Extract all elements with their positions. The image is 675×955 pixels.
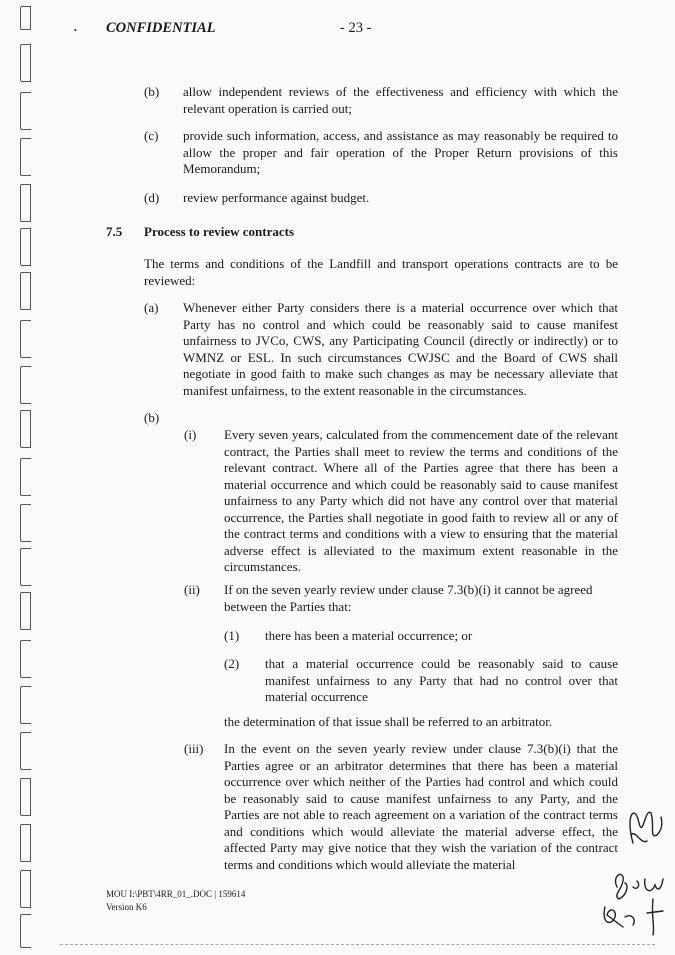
binder-ring: [20, 410, 31, 448]
binder-ring: [20, 914, 31, 948]
subsubpara-1-text: there has been a material occurrence; or: [265, 628, 473, 643]
binder-ring: [20, 778, 31, 816]
binder-ring: [20, 870, 31, 908]
subsubpara-label: (1): [224, 628, 240, 643]
margin-tick: •: [74, 26, 77, 35]
section-number: 7.5: [106, 224, 123, 239]
handwritten-initials: [575, 795, 670, 940]
list-label: (c): [144, 128, 159, 143]
para-label: (b): [144, 410, 160, 425]
binder-ring: [20, 548, 31, 586]
subpara-ii-text: If on the seven yearly review under clause 7.3(b)(i) it cannot be agreed between the Parties that:: [224, 582, 593, 614]
binder-ring: [20, 592, 31, 630]
binder-ring: [20, 44, 31, 82]
list-label: (b): [144, 84, 160, 99]
binder-ring: [20, 458, 31, 496]
binder-ring: [20, 640, 31, 678]
section-intro: The terms and conditions of the Landfill and transport operations contracts are to be reviewed:: [144, 256, 618, 288]
binder-ring: [20, 366, 31, 404]
subpara-label: (iii): [184, 741, 204, 756]
para-label: (a): [144, 300, 159, 315]
binder-ring: [20, 138, 31, 176]
binder-ring: [20, 732, 31, 770]
subpara-label: (ii): [184, 582, 200, 597]
binder-ring: [20, 686, 31, 724]
list-item-text: review performance against budget.: [183, 190, 370, 205]
para-a-text: Whenever either Party considers there is a material occurrence over which that Party has no control and which could be reasonably said to cause manifest unfairness to JVCo, CWS, any Participating Council (directly or indirectly) or to WMNZ or ESL. In such circumstances CWJSC and the Board of CWS shall negotiate in good faith to make such changes as may be necessary alleviate that manifest unfairness, to the extent reasonable in the circumstances.: [183, 300, 618, 398]
binder-ring-marks: [0, 0, 40, 955]
footer-version: Version K6: [106, 902, 147, 912]
binder-ring: [20, 228, 31, 266]
binder-ring: [20, 824, 31, 862]
subpara-i-text: Every seven years, calculated from the commencement date of the relevant contract, the Parties shall meet to review the terms and conditions of the relevant contract. Where all of the Parties agree that there has been a material occurrence and which could be reasonably said to cause manifest unfairness to any Party which did not have any control over that material occurrence, the Parties shall negotiate in good faith to review all or any of the contract terms and conditions with a view to ensuring that the material adverse effect is alleviated to the maximum extent reasonable in the circumstances.: [224, 427, 618, 574]
binder-ring: [20, 6, 31, 30]
footer-file-reference: MOU I:\PBT\4RR_01_.DOC | 159614: [106, 889, 246, 899]
binder-ring: [20, 272, 31, 310]
subpara-ii-tail: the determination of that issue shall be referred to an arbitrator.: [224, 714, 553, 729]
list-item-text: allow independent reviews of the effectiveness and efficiency with which the relevant operation is carried out;: [183, 84, 618, 116]
binder-ring: [20, 504, 31, 542]
subsubpara-label: (2): [224, 656, 240, 671]
subpara-label: (i): [184, 427, 197, 442]
binder-ring: [20, 92, 31, 130]
subpara-iii-text: In the event on the seven yearly review under clause 7.3(b)(i) that the Parties agree or an arbitrator determines that there has been a material occurrence over which neither of the Parties had control and which could be reasonably said to cause manifest unfairness to any Party, and the Parties are not able to reach agreement on a variation of the contract terms and conditions which would alleviate the material adverse effect, the affected Party may give notice that they wish the variation of the contract terms and conditions which would alleviate the material: [224, 741, 618, 872]
page-bottom-edge: [60, 944, 655, 945]
page-number: - 23 -: [340, 20, 372, 36]
binder-ring: [20, 320, 31, 358]
confidential-header: CONFIDENTIAL: [106, 20, 216, 36]
subsubpara-2-text: that a material occurrence could be reasonably said to cause manifest unfairness to any Party that had no control over that material occurrence: [265, 656, 618, 704]
section-title: Process to review contracts: [144, 224, 295, 239]
binder-ring: [20, 184, 31, 222]
list-label: (d): [144, 190, 160, 205]
list-item-text: provide such information, access, and assistance as may reasonably be required to allow the proper and fair operation of the Proper Return provisions of this Memorandum;: [183, 128, 618, 176]
